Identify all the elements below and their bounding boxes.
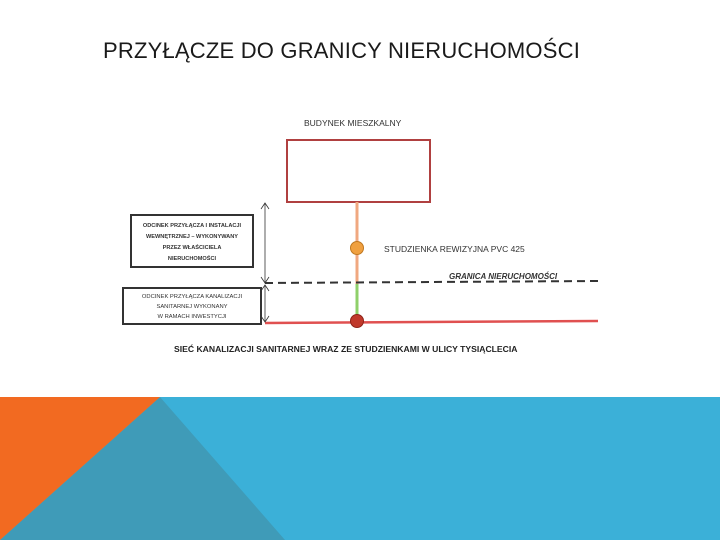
property-boundary-line — [265, 281, 598, 283]
property-boundary-label: GRANICA NIERUCHOMOŚCI — [449, 272, 558, 281]
building-label: BUDYNEK MIESZKALNY — [304, 118, 402, 128]
sewer-connection-point — [351, 315, 364, 328]
owner-section-line-2: WEWNĘTRZNEJ – WYKONYWANY — [146, 234, 238, 240]
inspection-well-label: STUDZIENKA REWIZYJNA PVC 425 — [384, 244, 525, 254]
investment-section-line-1: ODCINEK PRZYŁĄCZA KANALIZACJI — [141, 294, 243, 300]
investment-section-line-2: SANITARNEJ WYKONANY — [156, 304, 228, 310]
owner-section-line-3: PRZEZ WŁAŚCICIELA — [162, 245, 222, 251]
owner-section-line-1: ODCINEK PRZYŁĄCZA I INSTALACJI — [142, 223, 242, 229]
sewer-main-line — [265, 321, 598, 323]
footer-decoration — [0, 397, 720, 540]
owner-section-line-4: NIERUCHOMOŚCI — [167, 256, 217, 262]
sewer-network-label: SIEĆ KANALIZACJI SANITARNEJ WRAZ ZE STUDZIENKAMI W ULICY TYSIĄCLECIA — [174, 344, 518, 354]
residential-building — [287, 140, 430, 202]
inspection-well — [351, 242, 364, 255]
slide-title: PRZYŁĄCZE DO GRANICY NIERUCHOMOŚCI — [103, 38, 581, 63]
investment-section-line-3: W RAMACH INWESTYCJI — [157, 314, 227, 320]
